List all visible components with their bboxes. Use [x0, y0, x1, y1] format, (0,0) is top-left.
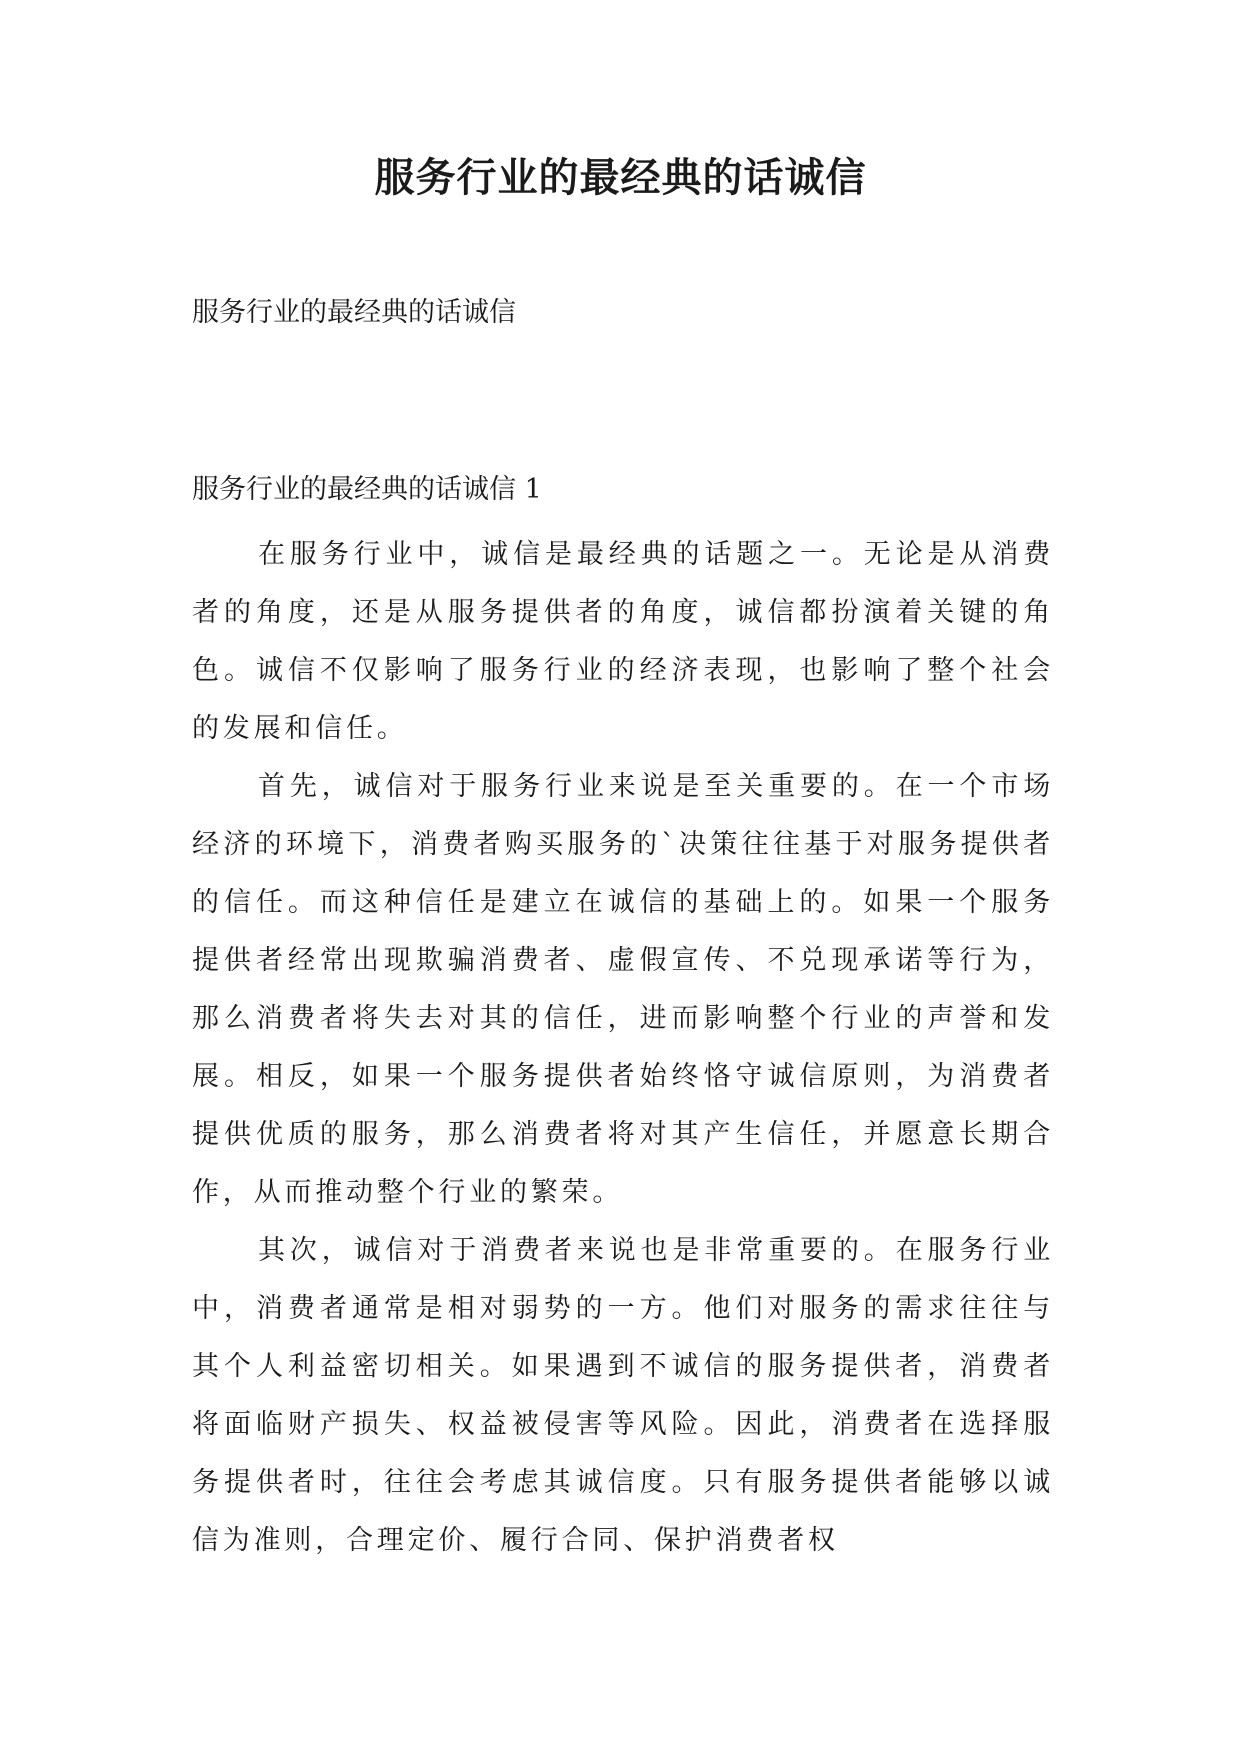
- paragraph: 其次，诚信对于消费者来说也是非常重要的。在服务行业中，消费者通常是相对弱势的一方。他们对服务的需求往往与其个人利益密切相关。如果遇到不诚信的服务提供者，消费者将面临财产损失、权益被侵害等风险。因此，消费者在选择服务提供者时，往往会考虑其诚信度。只有服务提供者能够以诚信为准则，合理定价、履行合同、保护消费者权: [192, 1235, 1054, 1556]
- document-title: 服务行业的最经典的话诚信: [374, 155, 867, 201]
- section-heading: 服务行业的最经典的话诚信 1: [192, 474, 542, 505]
- paragraph: 首先，诚信对于服务行业来说是至关重要的。在一个市场经济的环境下，消费者购买服务的`决策往往基于对服务提供者的信任。而这种信任是建立在诚信的基础上的。如果一个服务提供者经常出现欺骗消费者、虚假宣传、不兑现承诺等行为，那么消费者将失去对其的信任，进而影响整个行业的声誉和发展。相反，如果一个服务提供者始终恪守诚信原则，为消费者提供优质的服务，那么消费者将对其产生信任，并愿意长期合作，从而推动整个行业的繁荣。: [192, 771, 1054, 1208]
- body-text: [192, 526, 1054, 1570]
- paragraph: 在服务行业中，诚信是最经典的话题之一。无论是从消费者的角度，还是从服务提供者的角度，诚信都扮演着关键的角色。诚信不仅影响了服务行业的经济表现，也影响了整个社会的发展和信任。: [192, 539, 1054, 744]
- document-subtitle: 服务行业的最经典的话诚信: [192, 297, 516, 328]
